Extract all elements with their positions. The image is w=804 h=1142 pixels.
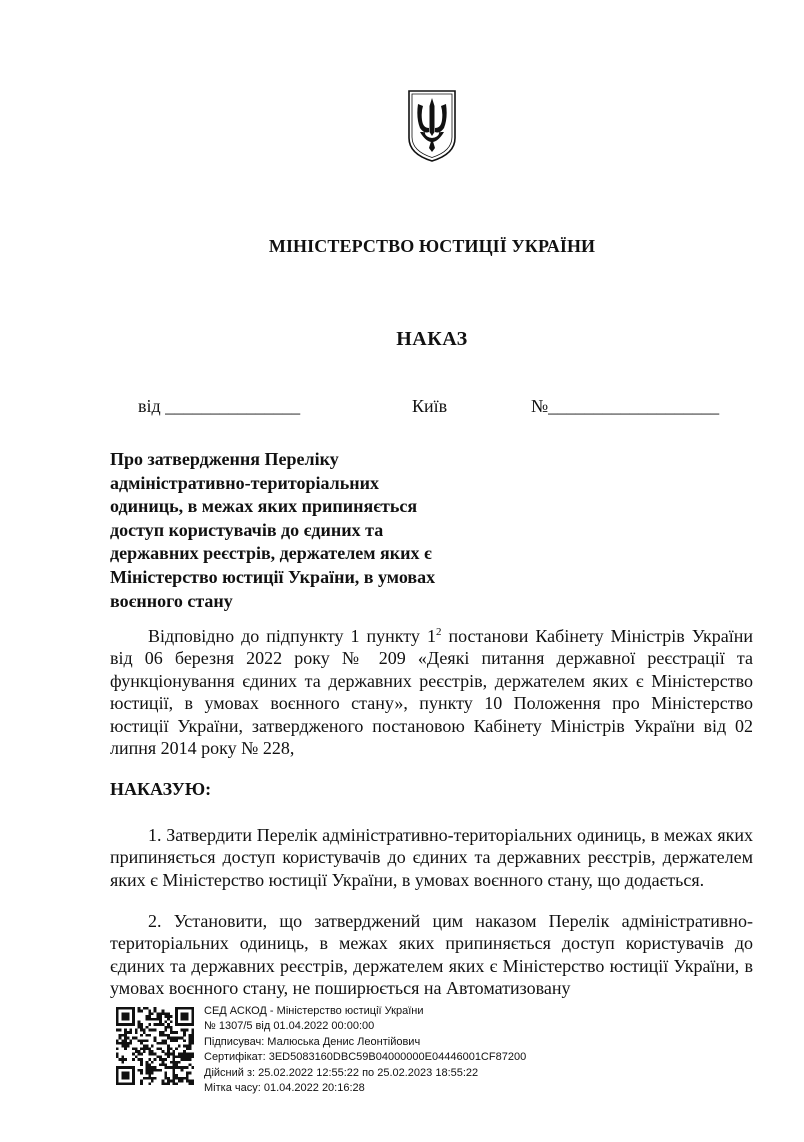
preamble-text-end: постанови Кабінету Міністрів України від 06 березня 2022 року № 209 «Деякі питання державної реєстрації та функціонування єдиних та державних реєстрів, держателем яких є Міністерство юстиції, в умовах воєнного стану», пункту 10 Положення про Міністерство юстиції України, затвердженого постановою Кабінету Міністрів України від 02 липня 2014 року № 228,: [110, 626, 753, 759]
subject-line: Про затвердження Переліку: [110, 449, 339, 469]
subject-line: Міністерство юстиції України, в умовах: [110, 566, 436, 587]
stamp-line-certificate: Сертифікат: 3ED5083160DBC59B04000000E04446001CF87200: [204, 1051, 527, 1064]
preamble-paragraph: [110, 625, 753, 759]
order-subject: [110, 448, 490, 613]
order-number-field: №___________________: [531, 396, 720, 416]
qr-code-icon: [116, 1007, 194, 1085]
subject-line: воєнного стану: [110, 590, 233, 611]
subject-line: доступ користувачів до єдиних та: [110, 519, 384, 540]
stamp-line-registration: № 1307/5 від 01.04.2022 00:00:00: [204, 1020, 375, 1033]
preamble-text-start: Відповідно до підпункту 1 пункту 1: [148, 626, 436, 646]
digital-signature-stamp: [116, 1004, 756, 1104]
stamp-line-signer: Підписувач: Малюська Денис Леонтійович: [204, 1035, 421, 1048]
order-item-1: 1. Затвердити Перелік адміністративно-територіальних одиниць, в межах яких припиняється доступ користувачів до єдиних та державних реєстрів, держателем яких є Міністерство юстиції України, в умовах воєнного стану, що додається.: [110, 825, 753, 890]
order-meta-row: [0, 396, 804, 420]
stamp-line-system: СЕД АСКОД - Міністерство юстиції України: [204, 1005, 424, 1017]
order-date-field: від _______________: [138, 396, 301, 416]
order-item-2: 2. Установити, що затверджений цим наказом Перелік адміністративно-територіальних одиниць, в межах яких припиняється доступ користувачів до єдиних та державних реєстрів, держателем яких є Міністерство юстиції України, в умовах воєнного стану, не поширюється на Автоматизовану: [110, 911, 753, 999]
stamp-line-timestamp: Мітка часу: 01.04.2022 20:16:28: [204, 1081, 365, 1094]
subject-line: державних реєстрів, держателем яких є: [110, 543, 432, 564]
preamble-superscript: 2: [435, 626, 442, 638]
ministry-name: МІНІСТЕРСТВО ЮСТИЦІЇ УКРАЇНИ: [268, 236, 596, 256]
subject-line: адміністративно-територіальних: [110, 472, 379, 493]
subject-line: одиниць, в межах яких припиняється: [110, 496, 418, 517]
order-directive-heading: НАКАЗУЮ:: [110, 779, 212, 799]
coat-of-arms-icon: [406, 88, 458, 164]
order-city: Київ: [412, 396, 448, 416]
stamp-line-validity: Дійсний з: 25.02.2022 12:55:22 по 25.02.2023 18:55:22: [204, 1066, 479, 1079]
order-title: НАКАЗ: [396, 328, 468, 350]
signature-details: [204, 1004, 526, 1096]
